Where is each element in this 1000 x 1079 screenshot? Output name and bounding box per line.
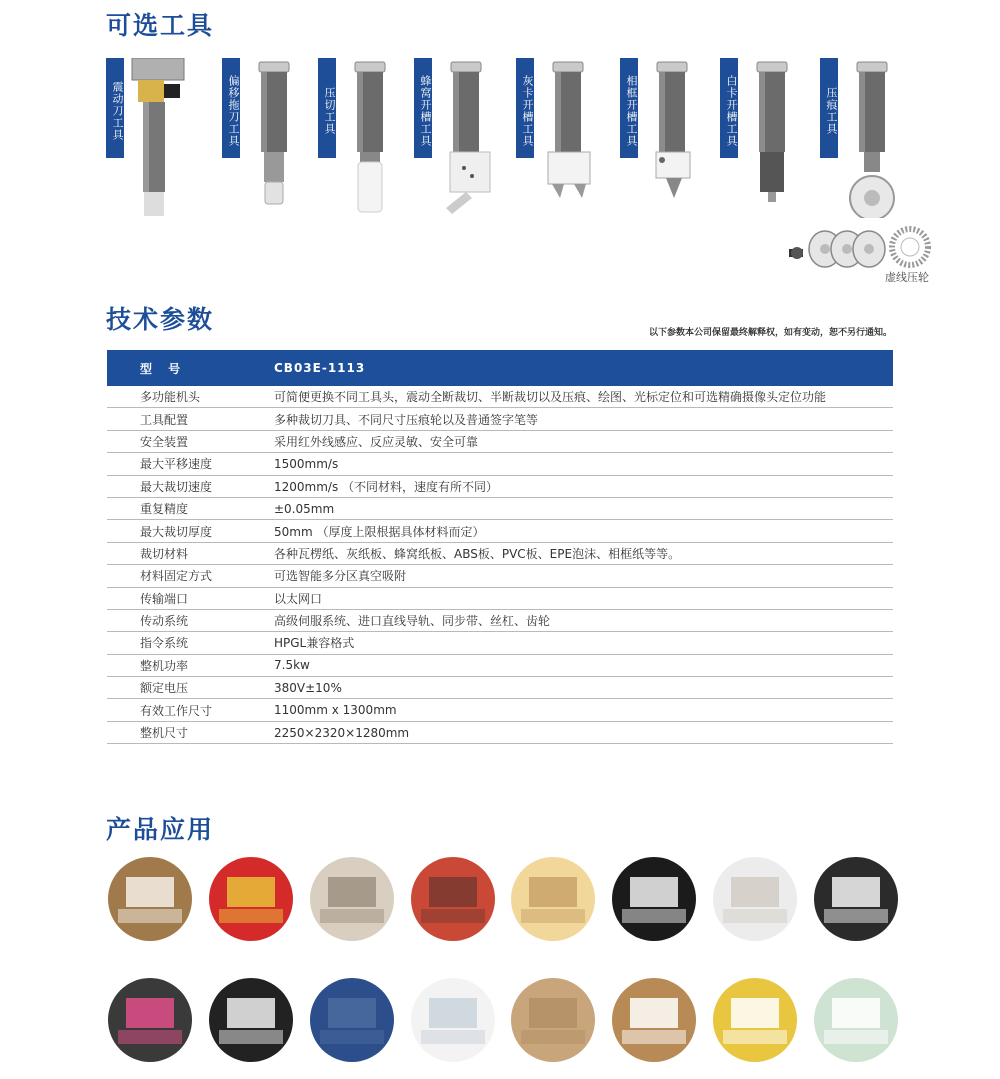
red-display-stand-icon — [209, 857, 293, 941]
tool-label — [516, 58, 534, 158]
spec-row — [107, 610, 893, 632]
spec-row — [107, 655, 893, 677]
spec-row-value: 各种瓦楞纸、灰纸板、蜂窝纸板、ABS板、PVC板、EPE泡沫、相框纸等等。 — [274, 546, 681, 561]
tool-label-text: 蜂窝开槽工具 — [419, 75, 432, 147]
display-racks-icon — [713, 978, 797, 1062]
spec-row-value: 采用红外线感应、反应灵敏、安全可靠 — [274, 434, 479, 449]
spec-row — [107, 498, 893, 520]
tool-label — [414, 58, 432, 158]
spec-row — [107, 543, 893, 565]
spec-header-value: CB03E-1113 — [274, 361, 366, 375]
food-tray-icon — [411, 857, 495, 941]
spec-row — [107, 588, 893, 610]
corrugated-board-icon — [511, 857, 595, 941]
kraft-board-icon — [511, 978, 595, 1062]
tool-label — [720, 58, 738, 158]
spec-table-header — [107, 350, 893, 386]
apps-section-title: 产品应用 — [106, 815, 215, 844]
applications-row-1 — [108, 857, 898, 941]
frame-groove-tool-icon — [642, 58, 712, 218]
spec-row-key: 指令系统 — [140, 636, 189, 651]
spec-row-key: 整机尺寸 — [140, 726, 189, 741]
drag-knife-tool-icon — [244, 58, 314, 218]
spec-row-key: 整机功率 — [140, 658, 189, 673]
spec-row-value: 2250×2320×1280mm — [274, 725, 410, 740]
tool-label-text: 压切工具 — [323, 87, 336, 135]
spec-row — [107, 520, 893, 542]
spec-row — [107, 453, 893, 475]
spec-row — [107, 431, 893, 453]
spec-row-value: 1200mm/s （不同材料，速度有所不同） — [274, 479, 499, 494]
grid-cards-icon — [814, 857, 898, 941]
whiteboard-groove-tool-icon — [742, 58, 812, 218]
stacked-sheets-icon — [411, 978, 495, 1062]
tool-label — [620, 58, 638, 158]
spec-row-value: 以太网口 — [274, 591, 323, 606]
tool-label — [820, 58, 838, 158]
tool-item — [516, 58, 611, 218]
tool-item — [720, 58, 815, 218]
spec-row-key: 材料固定方式 — [140, 569, 213, 584]
spec-row — [107, 632, 893, 654]
tool-label-text: 白卡开槽工具 — [725, 75, 738, 147]
spec-table — [107, 350, 893, 744]
white-box-dark-icon — [612, 857, 696, 941]
tool-item — [318, 58, 413, 218]
tool-label-text: 偏移拖刀工具 — [227, 75, 240, 147]
params-section-title: 技术参数 — [106, 305, 215, 334]
spec-row-value: 可选智能多分区真空吸附 — [274, 569, 407, 584]
spec-row-key: 有效工作尺寸 — [140, 703, 213, 718]
cardboard-boxes-icon — [612, 978, 696, 1062]
spec-row-key: 传输端口 — [140, 591, 189, 606]
tool-item — [620, 58, 715, 218]
tool-item — [820, 58, 915, 218]
tool-item — [414, 58, 509, 218]
spec-header-key: 型 号 — [140, 361, 187, 376]
white-tray-icon — [713, 857, 797, 941]
spec-row — [107, 386, 893, 408]
spec-row-value: 可简便更换不同工具头，震动全断裁切、半断裁切以及压痕、绘图、光标定位和可选精确摄像头定位功能 — [274, 390, 827, 405]
greyboard-groove-tool-icon — [538, 58, 608, 218]
spec-row-value: 7.5kw — [274, 658, 310, 673]
spec-row-value: 1100mm x 1300mm — [274, 703, 397, 718]
spec-row-value: 1500mm/s — [274, 456, 339, 471]
tool-item — [222, 58, 317, 218]
spec-row — [107, 677, 893, 699]
spec-row-value: 380V±10% — [274, 680, 342, 695]
spec-row-key: 最大裁切速度 — [140, 479, 213, 494]
tool-label-text: 震动刀工具 — [111, 81, 124, 141]
kiss-cut-tool-icon — [340, 58, 410, 218]
spec-row-value: 高级伺服系统、进口直线导轨、同步带、丝杠、齿轮 — [274, 614, 551, 629]
honeycomb-groove-tool-icon — [436, 58, 506, 218]
spec-row — [107, 476, 893, 498]
honeycomb-board-icon — [310, 857, 394, 941]
spec-row-key: 额定电压 — [140, 681, 189, 696]
spec-row — [107, 408, 893, 430]
crease-tool-icon — [842, 58, 912, 218]
shelf-display-icon — [108, 857, 192, 941]
carpet-tiles-icon — [310, 978, 394, 1062]
tool-label-text: 灰卡开槽工具 — [521, 75, 534, 147]
spec-row-key: 传动系统 — [140, 614, 189, 629]
spec-row-key: 重复精度 — [140, 502, 189, 517]
disclaimer-notice: 以下参数本公司保留最终解释权，如有变动，恕不另行通知。 — [648, 328, 892, 338]
wheel-caption: 虚线压轮 — [885, 271, 929, 284]
tool-label-text: 压痕工具 — [825, 87, 838, 135]
spec-row-value: 50mm （厚度上限根据具体材料而定） — [274, 524, 485, 539]
oscillating-knife-tool-icon — [128, 58, 198, 218]
spec-row-value: 多种裁切刀具、不同尺寸压痕轮以及普通签字笔等 — [274, 412, 539, 427]
tool-label-text: 相框开槽工具 — [625, 75, 638, 147]
green-box-blank-icon — [814, 978, 898, 1062]
cupcake-stickers-icon — [108, 978, 192, 1062]
spec-row-key: 工具配置 — [140, 412, 189, 427]
spec-row — [107, 565, 893, 587]
tool-label — [222, 58, 240, 158]
spec-row-key: 裁切材料 — [140, 546, 189, 561]
tools-section-title: 可选工具 — [106, 11, 215, 40]
spec-row — [107, 722, 893, 744]
applications-row-2 — [108, 978, 898, 1062]
spec-row-value: HPGL兼容格式 — [274, 636, 355, 651]
tool-label — [106, 58, 124, 158]
spec-row-key: 安全装置 — [140, 434, 189, 449]
spec-row-value: ±0.05mm — [274, 501, 335, 516]
tool-item — [106, 58, 201, 218]
tool-label — [318, 58, 336, 158]
spec-row-key: 最大平移速度 — [140, 457, 213, 472]
foam-board-icon — [209, 978, 293, 1062]
spec-row — [107, 699, 893, 721]
spec-row-key: 多功能机头 — [140, 390, 201, 405]
spec-row-key: 最大裁切厚度 — [140, 524, 213, 539]
